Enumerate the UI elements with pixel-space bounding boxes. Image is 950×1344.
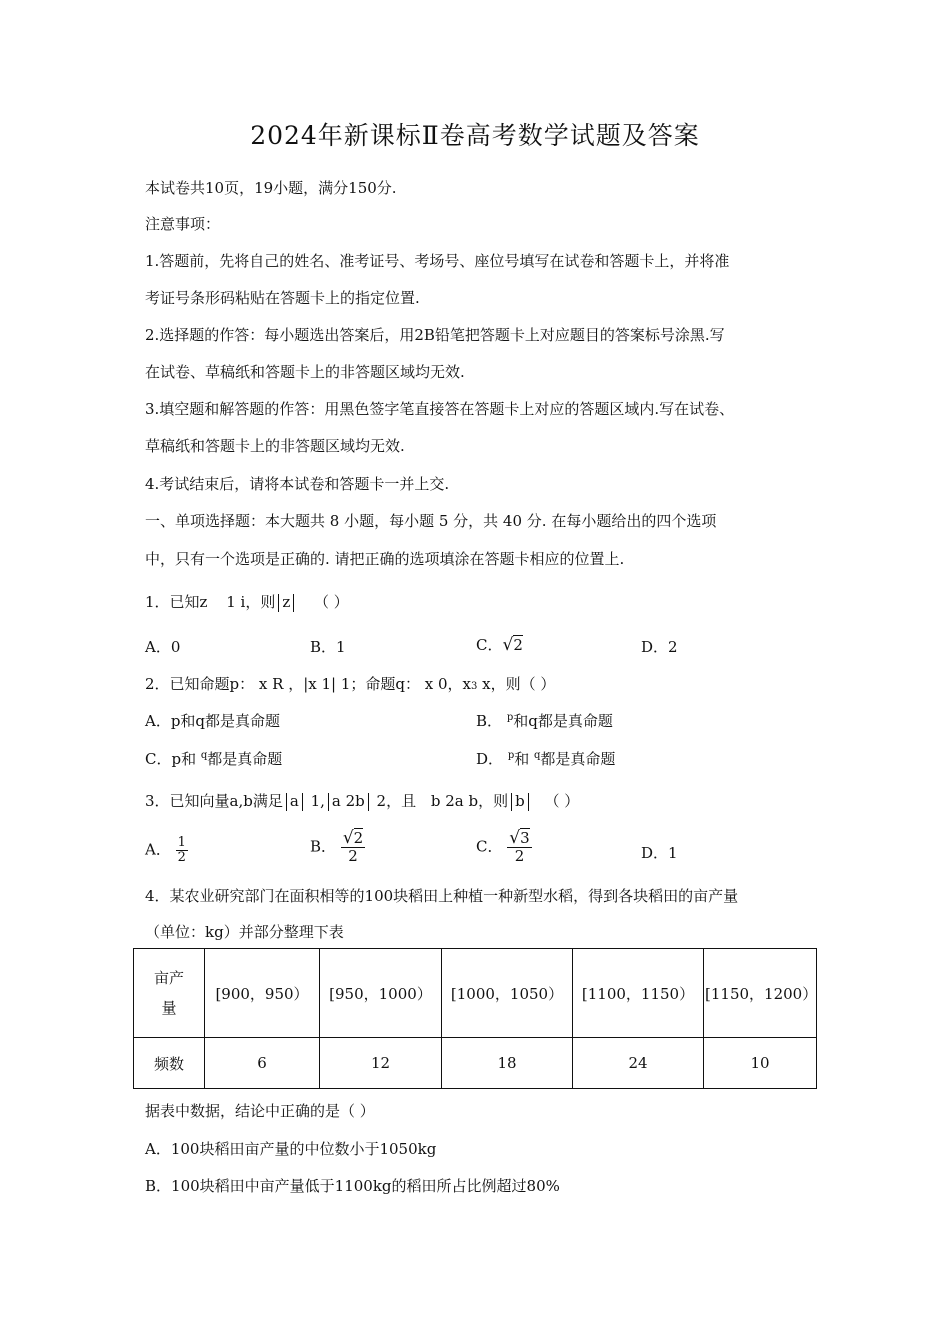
yield-table — [133, 948, 817, 1089]
sqrt-symbol: √ — [502, 635, 514, 655]
q3-option-d: D．1 — [641, 844, 678, 862]
row-header: 频数 — [134, 1038, 205, 1089]
question-3-stem: 3．已知向量a,b满足 a 1, a 2b 2，且 b 2a b，则 b （ ） — [145, 792, 580, 810]
note-line: 2.选择题的作答：每小题选出答案后，用2B铅笔把答题卡上对应题目的答案标号涂黑.写 — [145, 326, 725, 344]
q2-option-a: A．p和q都是真命题 — [145, 712, 281, 730]
question-4-prompt: 据表中数据，结论中正确的是（ ） — [145, 1102, 375, 1120]
row-header: 亩产 量 — [134, 949, 205, 1038]
q3-option-b: B． $\frac{√2}{2}$ — [310, 828, 364, 865]
q1-option-c: C．√2 — [476, 635, 523, 655]
q2-option-d: D． $^p$和 $^q$都是真命题 — [476, 750, 616, 768]
table-row — [134, 1038, 817, 1089]
table-cell: [1000，1050） — [442, 949, 573, 1038]
table-cell: 12 — [320, 1038, 442, 1089]
note-line: 考证号条形码粘贴在答题卡上的指定位置. — [145, 289, 420, 307]
note-line: 草稿纸和答题卡上的非答题区域均无效. — [145, 437, 405, 455]
page-title: 2024年新课标Ⅱ卷高考数学试题及答案 — [250, 121, 700, 150]
note-line: 在试卷、草稿纸和答题卡上的非答题区域均无效. — [145, 363, 465, 381]
fraction: $\frac{1}{2}$ — [177, 835, 186, 865]
table-cell: [950，1000） — [320, 949, 442, 1038]
table-row — [134, 949, 817, 1038]
q4-option-b: B．100块稻田中亩产量低于1100kg的稻田所占比例超过80% — [145, 1177, 560, 1195]
q2-option-b: B． $^p$和q都是真命题 — [476, 712, 613, 730]
table-cell: 24 — [573, 1038, 704, 1089]
note-line: 1.答题前，先将自己的姓名、准考证号、考场号、座位号填写在试卷和答题卡上，并将准 — [145, 252, 730, 270]
q3-option-a: A． $\frac{1}{2}$ — [145, 835, 186, 865]
q1-option-a: A．0 — [145, 638, 181, 656]
question-4-stem: （单位：kg）并部分整理下表 — [145, 923, 344, 941]
section-heading: 中，只有一个选项是正确的. 请把正确的选项填涂在答题卡相应的位置上. — [145, 550, 625, 568]
table-cell: [1100，1150） — [573, 949, 704, 1038]
fraction: $\frac{√2}{2}$ — [342, 828, 364, 865]
table-cell: 6 — [205, 1038, 320, 1089]
question-1-stem: 1．已知z 1 i，则 z （ ） — [145, 593, 349, 611]
table-cell: 18 — [442, 1038, 573, 1089]
q2-option-c: C．p和 $^q$都是真命题 — [145, 750, 283, 768]
question-2-stem: 2．已知命题p： x R ，|x 1| 1；命题q： x 0，x3 x，则（ ） — [145, 675, 556, 693]
q4-option-a: A．100块稻田亩产量的中位数小于1050kg — [145, 1140, 437, 1158]
intro-text: 本试卷共10页，19小题，满分150分. — [145, 179, 397, 197]
question-4-stem: 4．某农业研究部门在面积相等的100块稻田上种植一种新型水稻，得到各块稻田的亩产量 — [145, 887, 739, 905]
table-cell: [1150，1200） — [704, 949, 817, 1038]
note-line: 3.填空题和解答题的作答：用黑色签字笔直接答在答题卡上对应的答题区域内.写在试卷、 — [145, 400, 735, 418]
q1-option-d: D．2 — [641, 638, 678, 656]
fraction: $\frac{√3}{2}$ — [509, 828, 530, 865]
q3-option-c: C． $\frac{√3}{2}$ — [476, 828, 530, 865]
abs-bar — [278, 594, 279, 612]
abs-bar — [293, 594, 294, 612]
note-line: 4.考试结束后，请将本试卷和答题卡一并上交. — [145, 475, 450, 493]
notice-heading: 注意事项： — [145, 215, 221, 233]
table-cell: [900，950） — [205, 949, 320, 1038]
section-heading: 一、单项选择题：本大题共 8 小题，每小题 5 分，共 40 分. 在每小题给出的四个选项 — [145, 512, 717, 530]
table-cell: 10 — [704, 1038, 817, 1089]
q1-option-b: B．1 — [310, 638, 346, 656]
